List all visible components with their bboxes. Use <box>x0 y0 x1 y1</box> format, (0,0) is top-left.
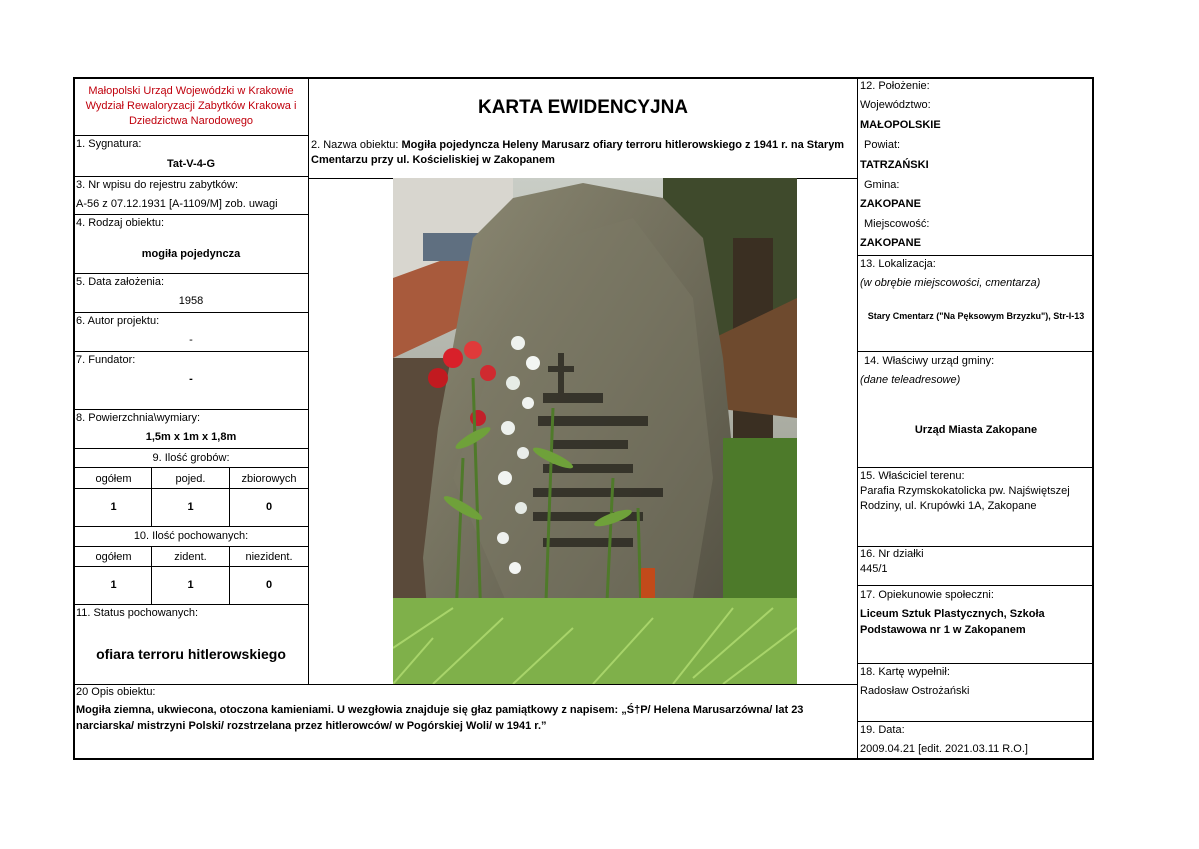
data-zalozenia-value: 1958 <box>178 295 204 307</box>
rodzaj-value: mogiła pojedyncza <box>141 248 241 260</box>
nr-wpisu-value: A-56 z 07.12.1931 [A-1109/M] zob. uwagi <box>76 198 278 210</box>
nr-wpisu-label: 3. Nr wpisu do rejestru zabytków: <box>76 179 239 191</box>
divider <box>858 585 1093 586</box>
dzialka-value: 445/1 <box>860 563 888 575</box>
autor-value: - <box>189 334 193 346</box>
fundator-label: 7. Fundator: <box>76 354 136 366</box>
lokalizacja-label: 13. Lokalizacja: <box>860 258 936 270</box>
divider <box>74 604 308 605</box>
miejscowosc-value: ZAKOPANE <box>860 237 921 249</box>
rodzaj-label: 4. Rodzaj obiektu: <box>76 217 165 229</box>
divider <box>74 467 308 468</box>
divider <box>74 448 308 449</box>
lokalizacja-hint: (w obrębie miejscowości, cmentarza) <box>860 277 1041 289</box>
grobow-label: 9. Ilość grobów: <box>152 452 230 464</box>
urzad-value: Urząd Miasta Zakopane <box>914 424 1038 436</box>
powiat-label: Powiat: <box>864 139 901 151</box>
divider <box>74 135 308 136</box>
divider <box>858 255 1093 256</box>
fundator-value: - <box>189 373 193 385</box>
grobow-value: 0 <box>265 501 273 513</box>
urzad-label: 14. Właściwy urząd gminy: <box>864 355 995 367</box>
divider <box>858 351 1093 352</box>
data-label: 19. Data: <box>860 724 905 736</box>
grobow-header: pojed. <box>175 473 206 485</box>
divider-left <box>308 78 309 685</box>
wojewodztwo-value: MAŁOPOLSKIE <box>860 119 941 131</box>
institution-name: Małopolski Urząd Wojewódzki w Krakowie Wydział Rewaloryzacji Zabytków Krakowa i Dziedzictwa Narodowego <box>85 85 297 127</box>
divider <box>74 176 308 177</box>
divider <box>74 526 308 527</box>
opiekunowie-value: Liceum Sztuk Plastycznych, Szkoła Podstawowa nr 1 w Zakopanem <box>860 608 1045 636</box>
wypelnil-label: 18. Kartę wypełnił: <box>860 666 950 678</box>
grobow-value: 1 <box>110 501 117 513</box>
nazwa-label: 2. Nazwa obiektu: <box>311 139 399 151</box>
divider <box>74 351 308 352</box>
divider <box>74 273 308 274</box>
divider <box>74 566 308 567</box>
divider <box>858 467 1093 468</box>
opis-label: 20 Opis obiektu: <box>76 686 156 698</box>
miejscowosc-label: Miejscowość: <box>864 218 930 230</box>
pochowanych-value: 0 <box>265 579 273 591</box>
gmina-value: ZAKOPANE <box>860 198 921 210</box>
powierzchnia-value: 1,5m x 1m x 1,8m <box>145 431 237 443</box>
data-zalozenia-label: 5. Data założenia: <box>76 276 165 288</box>
pochowanych-label: 10. Ilość pochowanych: <box>133 530 249 542</box>
opiekunowie-label: 17. Opiekunowie społeczni: <box>860 589 994 601</box>
dzialka-label: 16. Nr działki <box>860 548 924 560</box>
opis-value: Mogiła ziemna, ukwiecona, otoczona kamieniami. U wezgłowia znajduje się głaz pamiątkowy z napisem: „Ś†P/ Helena Marusarzówna/ lat 23 narciarska/ mistrzyni Polski/ rozstrzelana przez hitlerowców/ w Pogórskiej Woli/ w 1941 r.” <box>76 704 804 732</box>
divider <box>74 546 308 547</box>
pochowanych-header: ogółem <box>95 551 132 563</box>
pochowanych-header: zident. <box>174 551 207 563</box>
grobow-header: ogółem <box>95 473 132 485</box>
nazwa-obiektu <box>311 138 851 168</box>
urzad-hint: (dane teleadresowe) <box>860 374 961 386</box>
divider <box>74 409 308 410</box>
sygnatura-value: Tat-V-4-G <box>166 158 216 170</box>
grave-photo <box>393 178 797 684</box>
divider <box>74 214 308 215</box>
divider <box>74 488 308 489</box>
wojewodztwo-label: Województwo: <box>860 99 931 111</box>
status-value: ofiara terroru hitlerowskiego <box>96 646 286 662</box>
divider <box>858 721 1093 722</box>
document-title: KARTA EWIDENCYJNA <box>477 97 689 118</box>
grobow-header: zbiorowych <box>241 473 297 485</box>
wlasciciel-value: Parafia Rzymskokatolicka pw. Najświętszej Rodziny, ul. Krupówki 1A, Zakopane <box>860 485 1070 513</box>
divider <box>74 684 858 685</box>
wypelnil-value: Radosław Ostrożański <box>860 685 970 697</box>
divider <box>74 312 308 313</box>
wlasciciel-label: 15. Właściciel terenu: <box>860 470 965 482</box>
sygnatura-label: 1. Sygnatura: <box>76 138 142 150</box>
pochowanych-header: niezident. <box>245 551 293 563</box>
status-label: 11. Status pochowanych: <box>76 607 199 619</box>
powierzchnia-label: 8. Powierzchnia\wymiary: <box>76 412 201 424</box>
divider-right <box>857 78 858 759</box>
polozenie-label: 12. Położenie: <box>860 80 930 92</box>
autor-label: 6. Autor projektu: <box>76 315 160 327</box>
divider <box>858 663 1093 664</box>
lokalizacja-value: Stary Cmentarz ("Na Pęksowym Brzyzku"), Str-I-13 <box>867 311 1085 321</box>
nazwa-value: Mogiła pojedyncza Heleny Marusarz ofiary terroru hitlerowskiego z 1941 r. na Starym Cmentarzu przy ul. Kościeliskiej w Zakopanem <box>311 139 845 166</box>
powiat-value: TATRZAŃSKI <box>860 159 929 171</box>
gmina-label: Gmina: <box>864 179 900 191</box>
pochowanych-value: 1 <box>110 579 117 591</box>
pochowanych-value: 1 <box>187 579 194 591</box>
data-value: 2009.04.21 [edit. 2021.03.11 R.O.] <box>860 743 1028 755</box>
grobow-value: 1 <box>187 501 194 513</box>
